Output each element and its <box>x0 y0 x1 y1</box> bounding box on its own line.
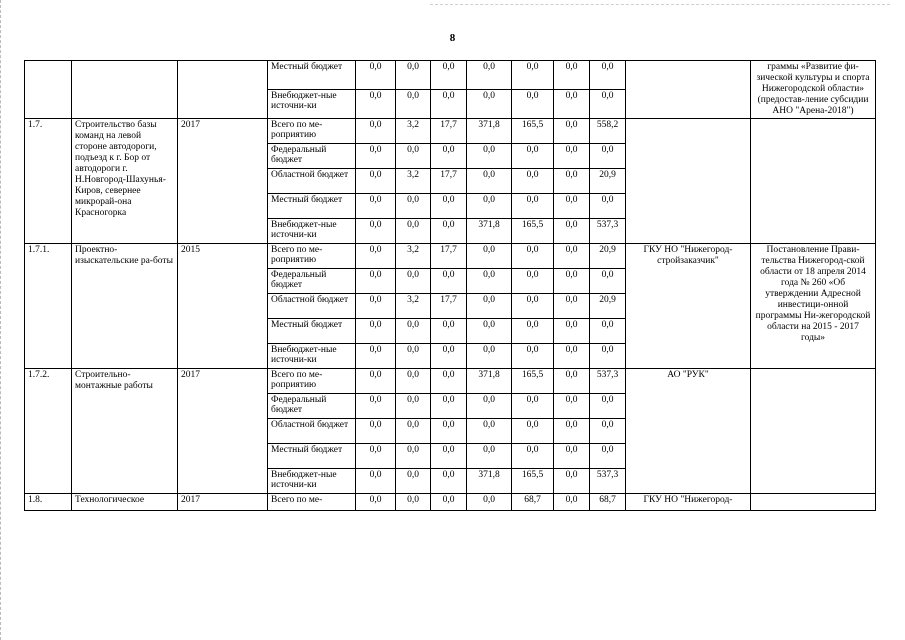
value-cell-2: 3,2 <box>396 119 431 144</box>
value-cell-6: 0,0 <box>554 444 590 469</box>
value-cell-7: 20,9 <box>590 169 626 194</box>
value-cell-7: 20,9 <box>590 244 626 269</box>
header-rule <box>430 4 890 5</box>
value-cell-4: 371,8 <box>467 469 512 494</box>
value-cell-6: 0,0 <box>554 494 590 511</box>
funding-source-cell: Местный бюджет <box>268 61 356 90</box>
item-year-cell <box>178 61 268 119</box>
value-cell-5: 0,0 <box>512 394 554 419</box>
value-cell-2: 0,0 <box>396 61 431 90</box>
basis-cell <box>751 369 876 494</box>
executor-cell: ГКУ НО "Нижегород- <box>626 494 751 511</box>
value-cell-3: 0,0 <box>431 61 467 90</box>
value-cell-1: 0,0 <box>356 144 396 169</box>
value-cell-7: 0,0 <box>590 319 626 344</box>
value-cell-6: 0,0 <box>554 90 590 119</box>
value-cell-6: 0,0 <box>554 219 590 244</box>
value-cell-1: 0,0 <box>356 169 396 194</box>
item-number-cell: 1.7. <box>25 119 72 244</box>
value-cell-3: 17,7 <box>431 294 467 319</box>
value-cell-7: 0,0 <box>590 269 626 294</box>
value-cell-4: 0,0 <box>467 494 512 511</box>
funding-source-cell: Всего по ме- <box>268 494 356 511</box>
value-cell-5: 0,0 <box>512 90 554 119</box>
value-cell-7: 68,7 <box>590 494 626 511</box>
value-cell-7: 537,3 <box>590 219 626 244</box>
value-cell-2: 0,0 <box>396 494 431 511</box>
value-cell-5: 0,0 <box>512 194 554 219</box>
value-cell-3: 0,0 <box>431 469 467 494</box>
funding-source-cell: Всего по ме-роприятию <box>268 244 356 269</box>
funding-source-cell: Федеральный бюджет <box>268 269 356 294</box>
funding-source-cell: Федеральный бюджет <box>268 394 356 419</box>
value-cell-6: 0,0 <box>554 194 590 219</box>
funding-source-cell: Внебюджет-ные источни-ки <box>268 344 356 369</box>
value-cell-4: 0,0 <box>467 269 512 294</box>
value-cell-4: 371,8 <box>467 369 512 394</box>
value-cell-7: 0,0 <box>590 444 626 469</box>
value-cell-3: 17,7 <box>431 119 467 144</box>
value-cell-1: 0,0 <box>356 394 396 419</box>
funding-source-cell: Областной бюджет <box>268 294 356 319</box>
value-cell-3: 0,0 <box>431 219 467 244</box>
value-cell-5: 0,0 <box>512 419 554 444</box>
value-cell-1: 0,0 <box>356 194 396 219</box>
item-year-cell: 2017 <box>178 119 268 244</box>
item-number-cell: 1.8. <box>25 494 72 511</box>
value-cell-5: 0,0 <box>512 61 554 90</box>
value-cell-2: 0,0 <box>396 444 431 469</box>
value-cell-5: 0,0 <box>512 169 554 194</box>
value-cell-5: 165,5 <box>512 219 554 244</box>
value-cell-6: 0,0 <box>554 169 590 194</box>
value-cell-6: 0,0 <box>554 319 590 344</box>
item-year-cell: 2017 <box>178 369 268 494</box>
value-cell-4: 0,0 <box>467 169 512 194</box>
value-cell-2: 0,0 <box>396 269 431 294</box>
value-cell-1: 0,0 <box>356 61 396 90</box>
value-cell-2: 0,0 <box>396 144 431 169</box>
value-cell-5: 0,0 <box>512 244 554 269</box>
value-cell-2: 0,0 <box>396 394 431 419</box>
value-cell-7: 0,0 <box>590 90 626 119</box>
value-cell-7: 0,0 <box>590 61 626 90</box>
funding-source-cell: Федеральный бюджет <box>268 144 356 169</box>
executor-cell: АО "РУК" <box>626 369 751 494</box>
value-cell-1: 0,0 <box>356 469 396 494</box>
value-cell-1: 0,0 <box>356 90 396 119</box>
value-cell-3: 17,7 <box>431 244 467 269</box>
value-cell-1: 0,0 <box>356 294 396 319</box>
value-cell-1: 0,0 <box>356 444 396 469</box>
value-cell-2: 0,0 <box>396 419 431 444</box>
value-cell-4: 371,8 <box>467 119 512 144</box>
value-cell-7: 537,3 <box>590 469 626 494</box>
value-cell-4: 0,0 <box>467 319 512 344</box>
value-cell-4: 0,0 <box>467 61 512 90</box>
value-cell-3: 0,0 <box>431 344 467 369</box>
value-cell-5: 165,5 <box>512 469 554 494</box>
value-cell-1: 0,0 <box>356 494 396 511</box>
item-number-cell: 1.7.1. <box>25 244 72 369</box>
value-cell-1: 0,0 <box>356 419 396 444</box>
value-cell-5: 68,7 <box>512 494 554 511</box>
value-cell-6: 0,0 <box>554 119 590 144</box>
value-cell-6: 0,0 <box>554 369 590 394</box>
value-cell-7: 0,0 <box>590 394 626 419</box>
table-row <box>25 61 876 90</box>
value-cell-6: 0,0 <box>554 244 590 269</box>
financing-table <box>24 60 876 511</box>
value-cell-4: 0,0 <box>467 294 512 319</box>
item-name-cell <box>72 61 178 119</box>
item-year-cell: 2017 <box>178 494 268 511</box>
funding-source-cell: Областной бюджет <box>268 419 356 444</box>
value-cell-5: 165,5 <box>512 369 554 394</box>
table-row <box>25 244 876 269</box>
value-cell-6: 0,0 <box>554 61 590 90</box>
value-cell-2: 3,2 <box>396 169 431 194</box>
value-cell-1: 0,0 <box>356 219 396 244</box>
value-cell-2: 0,0 <box>396 344 431 369</box>
table-row <box>25 369 876 394</box>
value-cell-4: 0,0 <box>467 144 512 169</box>
value-cell-1: 0,0 <box>356 319 396 344</box>
value-cell-4: 371,8 <box>467 219 512 244</box>
value-cell-3: 17,7 <box>431 169 467 194</box>
item-number-cell: 1.7.2. <box>25 369 72 494</box>
value-cell-7: 0,0 <box>590 194 626 219</box>
value-cell-4: 0,0 <box>467 419 512 444</box>
item-number-cell <box>25 61 72 119</box>
item-name-cell: Проектно-изыскательские ра-боты <box>72 244 178 369</box>
value-cell-4: 0,0 <box>467 90 512 119</box>
value-cell-4: 0,0 <box>467 194 512 219</box>
funding-source-cell: Внебюджет-ные источни-ки <box>268 469 356 494</box>
table-row <box>25 119 876 144</box>
value-cell-1: 0,0 <box>356 344 396 369</box>
funding-source-cell: Всего по ме-роприятию <box>268 119 356 144</box>
funding-source-cell: Внебюджет-ные источни-ки <box>268 219 356 244</box>
funding-source-cell: Всего по ме-роприятию <box>268 369 356 394</box>
basis-cell: Постановление Прави-тельства Нижегород-ской области от 18 апреля 2014 года № 260 «Об утверждении Адресной инвестици-онной программы Ни-жегородской области на 2015 - 2017 годы» <box>751 244 876 369</box>
item-name-cell: Строительство базы команд на левой стороне автодороги, подъезд к г. Бор от автодороги г. Н.Новгород-Шахунья-Киров, севернее микрорай-она Красногорка <box>72 119 178 244</box>
table-row <box>25 494 876 511</box>
value-cell-5: 0,0 <box>512 319 554 344</box>
executor-cell: ГКУ НО "Нижегород-стройзаказчик" <box>626 244 751 369</box>
value-cell-3: 0,0 <box>431 194 467 219</box>
value-cell-2: 0,0 <box>396 369 431 394</box>
value-cell-4: 0,0 <box>467 344 512 369</box>
value-cell-2: 0,0 <box>396 194 431 219</box>
value-cell-2: 0,0 <box>396 469 431 494</box>
value-cell-6: 0,0 <box>554 419 590 444</box>
value-cell-6: 0,0 <box>554 144 590 169</box>
value-cell-3: 0,0 <box>431 419 467 444</box>
value-cell-5: 0,0 <box>512 144 554 169</box>
value-cell-3: 0,0 <box>431 444 467 469</box>
basis-cell <box>751 494 876 511</box>
page-edge-line <box>0 0 2 640</box>
value-cell-7: 20,9 <box>590 294 626 319</box>
value-cell-1: 0,0 <box>356 119 396 144</box>
value-cell-5: 0,0 <box>512 269 554 294</box>
value-cell-7: 0,0 <box>590 144 626 169</box>
value-cell-6: 0,0 <box>554 269 590 294</box>
value-cell-4: 0,0 <box>467 444 512 469</box>
value-cell-3: 0,0 <box>431 369 467 394</box>
item-name-cell: Строительно-монтажные работы <box>72 369 178 494</box>
basis-cell <box>751 119 876 244</box>
value-cell-3: 0,0 <box>431 90 467 119</box>
value-cell-7: 0,0 <box>590 419 626 444</box>
value-cell-5: 0,0 <box>512 294 554 319</box>
value-cell-1: 0,0 <box>356 369 396 394</box>
value-cell-5: 165,5 <box>512 119 554 144</box>
value-cell-6: 0,0 <box>554 469 590 494</box>
funding-source-cell: Внебюджет-ные источни-ки <box>268 90 356 119</box>
value-cell-6: 0,0 <box>554 394 590 419</box>
value-cell-7: 0,0 <box>590 344 626 369</box>
funding-source-cell: Областной бюджет <box>268 169 356 194</box>
page-number: 8 <box>449 32 456 44</box>
value-cell-5: 0,0 <box>512 344 554 369</box>
executor-cell <box>626 119 751 244</box>
value-cell-3: 0,0 <box>431 394 467 419</box>
value-cell-1: 0,0 <box>356 244 396 269</box>
value-cell-3: 0,0 <box>431 494 467 511</box>
value-cell-2: 0,0 <box>396 319 431 344</box>
value-cell-3: 0,0 <box>431 319 467 344</box>
value-cell-4: 0,0 <box>467 244 512 269</box>
item-name-cell: Технологическое <box>72 494 178 511</box>
value-cell-7: 558,2 <box>590 119 626 144</box>
value-cell-3: 0,0 <box>431 269 467 294</box>
value-cell-4: 0,0 <box>467 394 512 419</box>
funding-source-cell: Местный бюджет <box>268 194 356 219</box>
funding-source-cell: Местный бюджет <box>268 444 356 469</box>
value-cell-2: 0,0 <box>396 219 431 244</box>
value-cell-2: 3,2 <box>396 244 431 269</box>
value-cell-6: 0,0 <box>554 294 590 319</box>
funding-source-cell: Местный бюджет <box>268 319 356 344</box>
value-cell-2: 3,2 <box>396 294 431 319</box>
value-cell-2: 0,0 <box>396 90 431 119</box>
value-cell-7: 537,3 <box>590 369 626 394</box>
value-cell-1: 0,0 <box>356 269 396 294</box>
value-cell-6: 0,0 <box>554 344 590 369</box>
value-cell-3: 0,0 <box>431 144 467 169</box>
value-cell-5: 0,0 <box>512 444 554 469</box>
basis-cell: граммы «Развитие фи-зической культуры и спорта Нижегородской области» (предостав-ление субсидии АНО "Арена-2018") <box>751 61 876 119</box>
executor-cell <box>626 61 751 119</box>
item-year-cell: 2015 <box>178 244 268 369</box>
